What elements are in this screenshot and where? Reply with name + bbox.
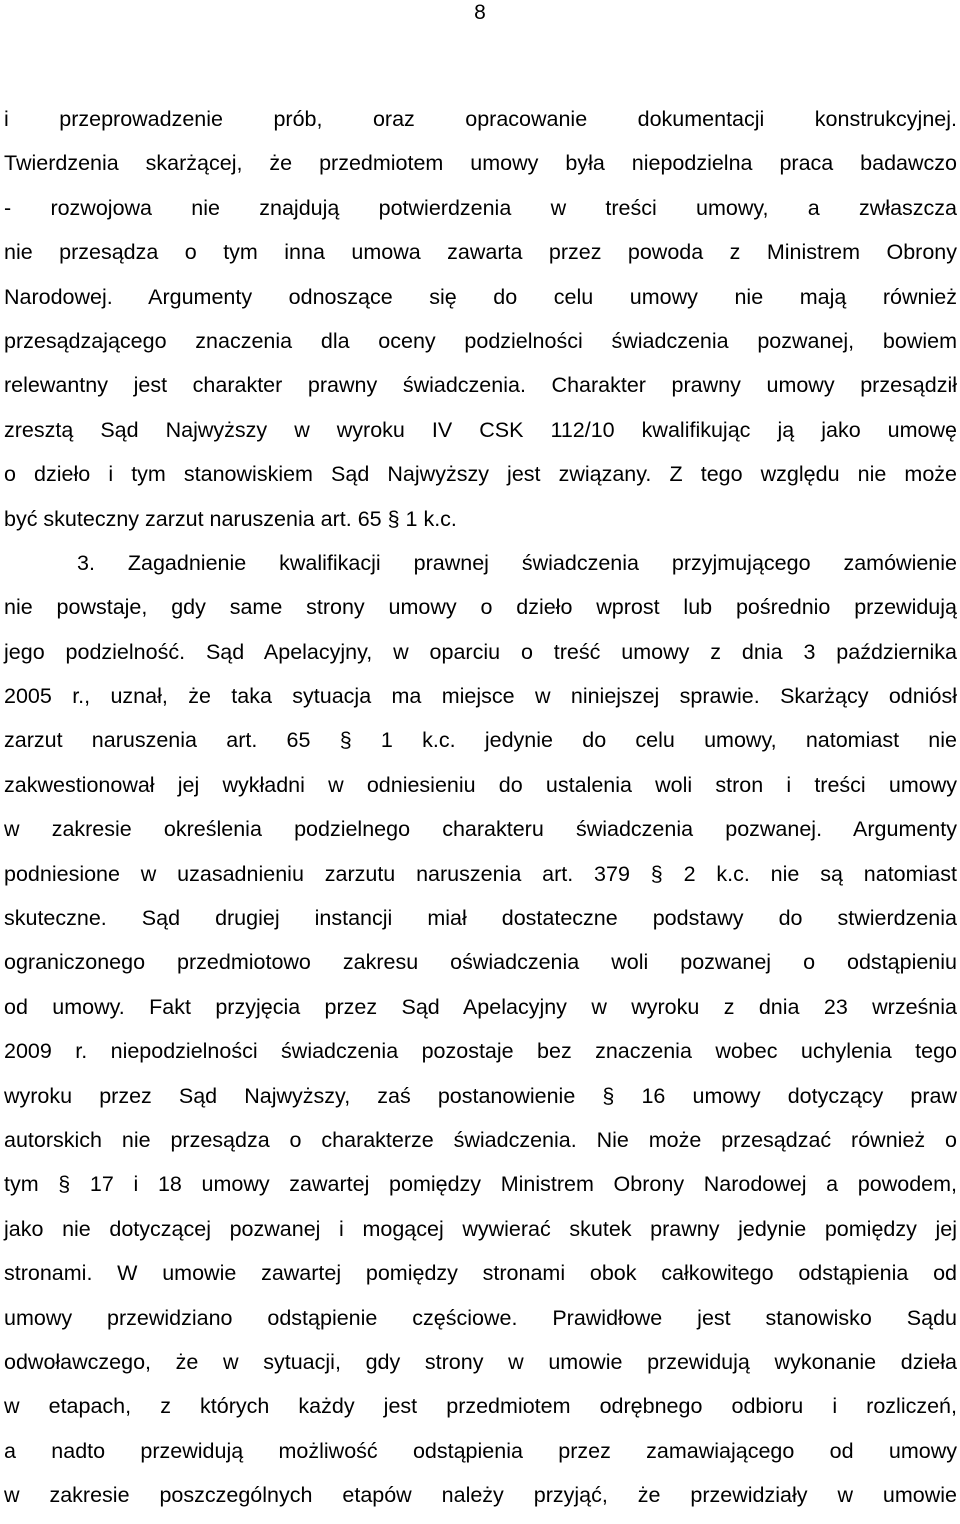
text-line: wyroku przez Sąd Najwyższy, zaś postanowienie § 16 umowy dotyczący praw	[4, 1083, 957, 1108]
text-line: od umowy. Fakt przyjęcia przez Sąd Apelacyjny w wyroku z dnia 23 września	[4, 994, 957, 1019]
text-line: przesądzającego znaczenia dla oceny podzielności świadczenia pozwanej, bowiem	[4, 328, 957, 353]
text-line: 2005 r., uznał, że taka sytuacja ma miejsce w niniejszej sprawie. Skarżący odniósł	[4, 684, 957, 709]
text-line: jako nie dotyczącej pozwanej i mogącej wywierać skutek prawny jedynie pomiędzy jej	[4, 1216, 957, 1241]
text-line: być skuteczny zarzut naruszenia art. 65 § 1 k.c.	[4, 506, 457, 531]
text-line: nie przesądza o tym inna umowa zawarta przez powoda z Ministrem Obrony	[4, 240, 957, 265]
text-line: zresztą Sąd Najwyższy w wyroku IV CSK 112/10 kwalifikując ją jako umowę	[4, 417, 957, 442]
text-line: Twierdzenia skarżącej, że przedmiotem umowy była niepodzielna praca badawczo	[4, 151, 957, 176]
text-line: ograniczonego przedmiotowo zakresu oświadczenia woli pozwanej o odstąpieniu	[4, 950, 957, 975]
text-line: jego podzielność. Sąd Apelacyjny, w oparciu o treść umowy z dnia 3 października	[4, 639, 957, 664]
document-body	[4, 97, 957, 1518]
text-line: autorskich nie przesądza o charakterze świadczenia. Nie może przesądzać również o	[4, 1127, 957, 1152]
text-line: stronami. W umowie zawartej pomiędzy stronami obok całkowitego odstąpienia od	[4, 1261, 957, 1286]
text-line: nie powstaje, gdy same strony umowy o dzieło wprost lub pośrednio przewidują	[4, 595, 957, 620]
text-line: a nadto przewidują możliwość odstąpienia przez zamawiającego od umowy	[4, 1438, 957, 1463]
page-number: 8	[474, 1, 486, 24]
text-line: odwoławczego, że w sytuacji, gdy strony w umowie przewidują wykonanie dzieła	[4, 1349, 957, 1374]
text-line: - rozwojowa nie znajdują potwierdzenia w treści umowy, a zwłaszcza	[4, 195, 957, 220]
text-line: skuteczne. Sąd drugiej instancji miał dostateczne podstawy do stwierdzenia	[4, 906, 957, 931]
text-line: w zakresie poszczególnych etapów należy przyjąć, że przewidziały w umowie	[4, 1483, 957, 1508]
text-line: w zakresie określenia podzielnego charakteru świadczenia pozwanej. Argumenty	[4, 817, 957, 842]
text-line: zarzut naruszenia art. 65 § 1 k.c. jedynie do celu umowy, natomiast nie	[4, 728, 957, 753]
text-line: 3. Zagadnienie kwalifikacji prawnej świadczenia przyjmującego zamówienie	[77, 550, 957, 575]
text-line: relewantny jest charakter prawny świadczenia. Charakter prawny umowy przesądził	[4, 373, 957, 398]
text-line: o dzieło i tym stanowiskiem Sąd Najwyższy jest związany. Z tego względu nie może	[4, 462, 957, 487]
text-line: zakwestionował jej wykładni w odniesieniu do ustalenia woli stron i treści umowy	[4, 772, 957, 797]
text-line: umowy przewidziano odstąpienie częściowe. Prawidłowe jest stanowisko Sądu	[4, 1305, 957, 1330]
text-line: i przeprowadzenie prób, oraz opracowanie dokumentacji konstrukcyjnej.	[4, 107, 957, 131]
text-line: 2009 r. niepodzielności świadczenia pozostaje bez znaczenia wobec uchylenia tego	[4, 1039, 957, 1064]
text-line: w etapach, z których każdy jest przedmiotem odrębnego odbioru i rozliczeń,	[4, 1394, 957, 1419]
text-line: Narodowej. Argumenty odnoszące się do celu umowy nie mają również	[4, 284, 957, 309]
text-line: tym § 17 i 18 umowy zawartej pomiędzy Ministrem Obrony Narodowej a powodem,	[4, 1172, 957, 1197]
text-line: podniesione w uzasadnieniu zarzutu naruszenia art. 379 § 2 k.c. nie są natomiast	[4, 861, 957, 886]
